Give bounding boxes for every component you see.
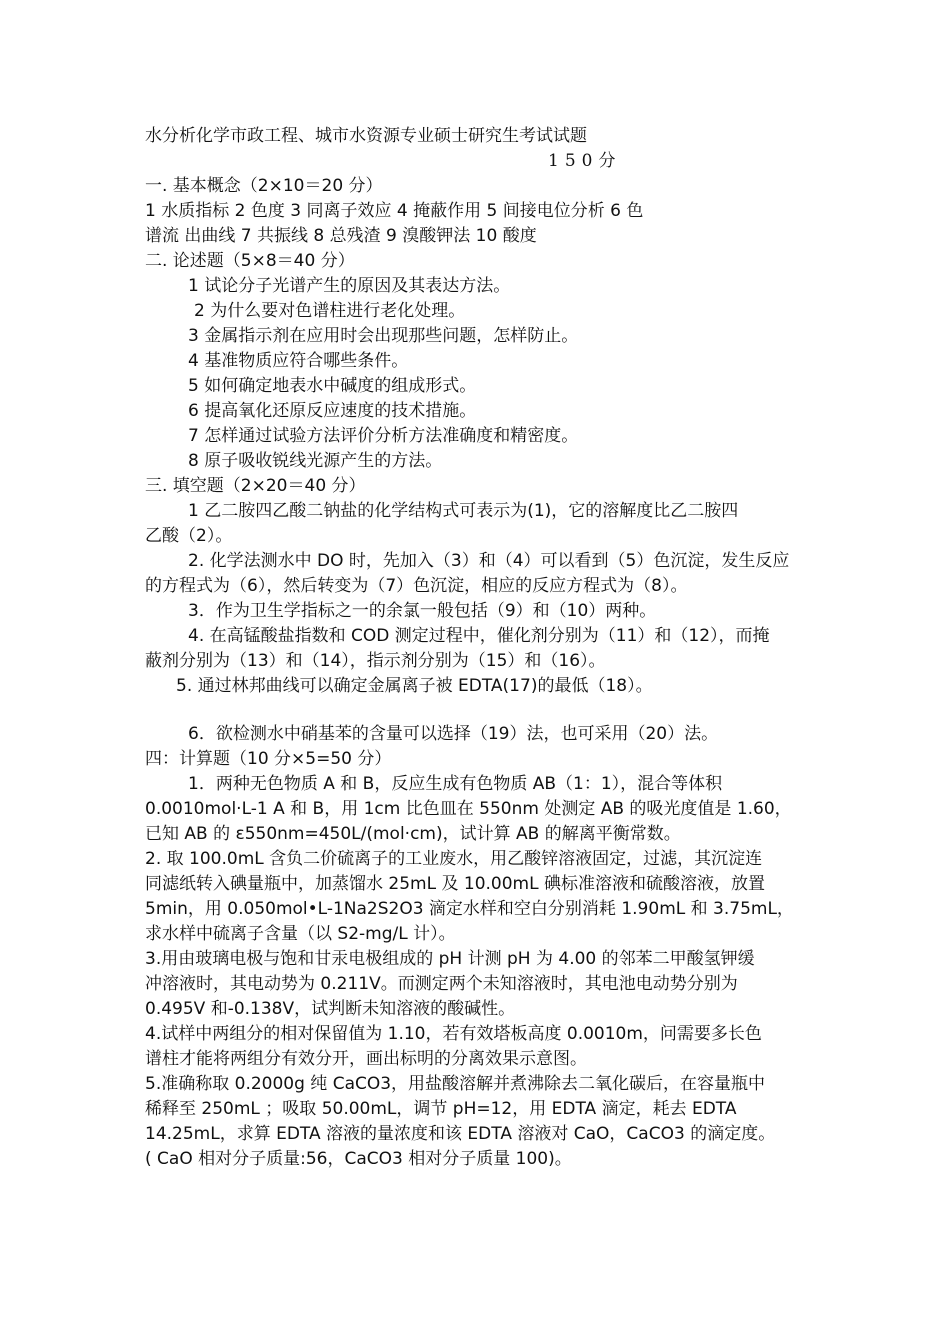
essay-question: 5 如何确定地表水中碱度的组成形式。 [188, 376, 477, 396]
calculation-line: 4.试样中两组分的相对保留值为 1.10，若有效塔板高度 0.0010m，问需要多长色 [145, 1024, 762, 1044]
calculation-line: 0.495V 和-0.138V，试判断未知溶液的酸碱性。 [145, 999, 516, 1019]
essay-question: 3 金属指示剂在应用时会出现那些问题，怎样防止。 [188, 326, 579, 346]
calculation-line: 1．两种无色物质 A 和 B，反应生成有色物质 AB（1：1），混合等体积 [188, 774, 723, 794]
calculation-line: 稀释至 250mL ；吸取 50.00mL，调节 pH=12，用 EDTA 滴定，耗去 EDTA [145, 1099, 737, 1119]
calculation-line: 冲溶液时，其电动势为 0.211V。而测定两个未知溶液时，其电池电动势分别为 [145, 974, 738, 994]
fill-blank-line: 5. 通过林邦曲线可以确定金属离子被 EDTA(17)的最低（18）。 [176, 676, 653, 696]
section-heading-fill-blank: 三. 填空题（2×20＝40 分） [145, 476, 366, 496]
exam-title: 水分析化学市政工程、城市水资源专业硕士研究生考试试题 [145, 126, 587, 146]
calculation-line: 5.准确称取 0.2000g 纯 CaCO3，用盐酸溶解并煮沸除去二氧化碳后，在容量瓶中 [145, 1074, 766, 1094]
essay-question: 2 为什么要对色谱柱进行老化处理。 [194, 301, 466, 321]
term-list-line: 1 水质指标 2 色度 3 同离子效应 4 掩蔽作用 5 间接电位分析 6 色 [145, 201, 644, 221]
essay-question: 6 提高氧化还原反应速度的技术措施。 [188, 401, 477, 421]
fill-blank-line: 6．欲检测水中硝基苯的含量可以选择（19）法，也可采用（20）法。 [188, 724, 719, 744]
section-heading-essay: 二. 论述题（5×8＝40 分） [145, 251, 355, 271]
calculation-line: 谱柱才能将两组分有效分开，画出标明的分离效果示意图。 [145, 1049, 587, 1069]
essay-question: 4 基准物质应符合哪些条件。 [188, 351, 409, 371]
fill-blank-line: 1 乙二胺四乙酸二钠盐的化学结构式可表示为(1)，它的溶解度比乙二胺四 [188, 501, 739, 521]
calculation-line: 0.0010mol·L-1 A 和 B，用 1cm 比色皿在 550nm 处测定 AB 的吸光度值是 1.60， [145, 799, 792, 819]
term-list-line: 谱流 出曲线 7 共振线 8 总残渣 9 溴酸钾法 10 酸度 [145, 226, 537, 246]
essay-question: 1 试论分子光谱产生的原因及其表达方法。 [188, 276, 511, 296]
fill-blank-line: 3．作为卫生学指标之一的余氯一般包括（9）和（10）两种。 [188, 601, 657, 621]
fill-blank-line: 2. 化学法测水中 DO 时，先加入（3）和（4）可以看到（5）色沉淀，发生反应 [188, 551, 790, 571]
calculation-line: 5min，用 0.050mol•L-1Na2S2O3 滴定水样和空白分别消耗 1.90mL 和 3.75mL， [145, 899, 794, 919]
fill-blank-line: 蔽剂分别为（13）和（14），指示剂分别为（15）和（16）。 [145, 651, 606, 671]
essay-question: 7 怎样通过试验方法评价分析方法准确度和精密度。 [188, 426, 579, 446]
calculation-line: 已知 AB 的 ε550nm=450L/(mol·cm)，试计算 AB 的解离平衡常数。 [145, 824, 681, 844]
calculation-line: 同滤纸转入碘量瓶中，加蒸馏水 25mL 及 10.00mL 碘标准溶液和硫酸溶液，放置 [145, 874, 765, 894]
section-heading-calculation: 四：计算题（10 分×5=50 分） [145, 749, 392, 769]
section-heading-basic-concepts: 一. 基本概念（2×10＝20 分） [145, 176, 383, 196]
calculation-line: 2. 取 100.0mL 含负二价硫离子的工业废水，用乙酸锌溶液固定，过滤，其沉淀连 [145, 849, 763, 869]
calculation-line: 14.25mL，求算 EDTA 溶液的量浓度和该 EDTA 溶液对 CaO，CaCO3 的滴定度。 [145, 1124, 776, 1144]
calculation-line: 求水样中硫离子含量（以 S2-mg/L 计）。 [145, 924, 456, 944]
fill-blank-line: 的方程式为（6），然后转变为（7）色沉淀，相应的反应方程式为（8）。 [145, 576, 688, 596]
calculation-line: 3.用由玻璃电极与饱和甘汞电极组成的 pH 计测 pH 为 4.00 的邻苯二甲酸氢钾缓 [145, 949, 755, 969]
total-score: 150分 [548, 151, 622, 171]
calculation-line: ( CaO 相对分子质量:56，CaCO3 相对分子质量 100)。 [145, 1149, 572, 1169]
fill-blank-line: 乙酸（2）。 [145, 526, 233, 546]
essay-question: 8 原子吸收锐线光源产生的方法。 [188, 451, 443, 471]
fill-blank-line: 4. 在高锰酸盐指数和 COD 测定过程中，催化剂分别为（11）和（12），而掩 [188, 626, 770, 646]
